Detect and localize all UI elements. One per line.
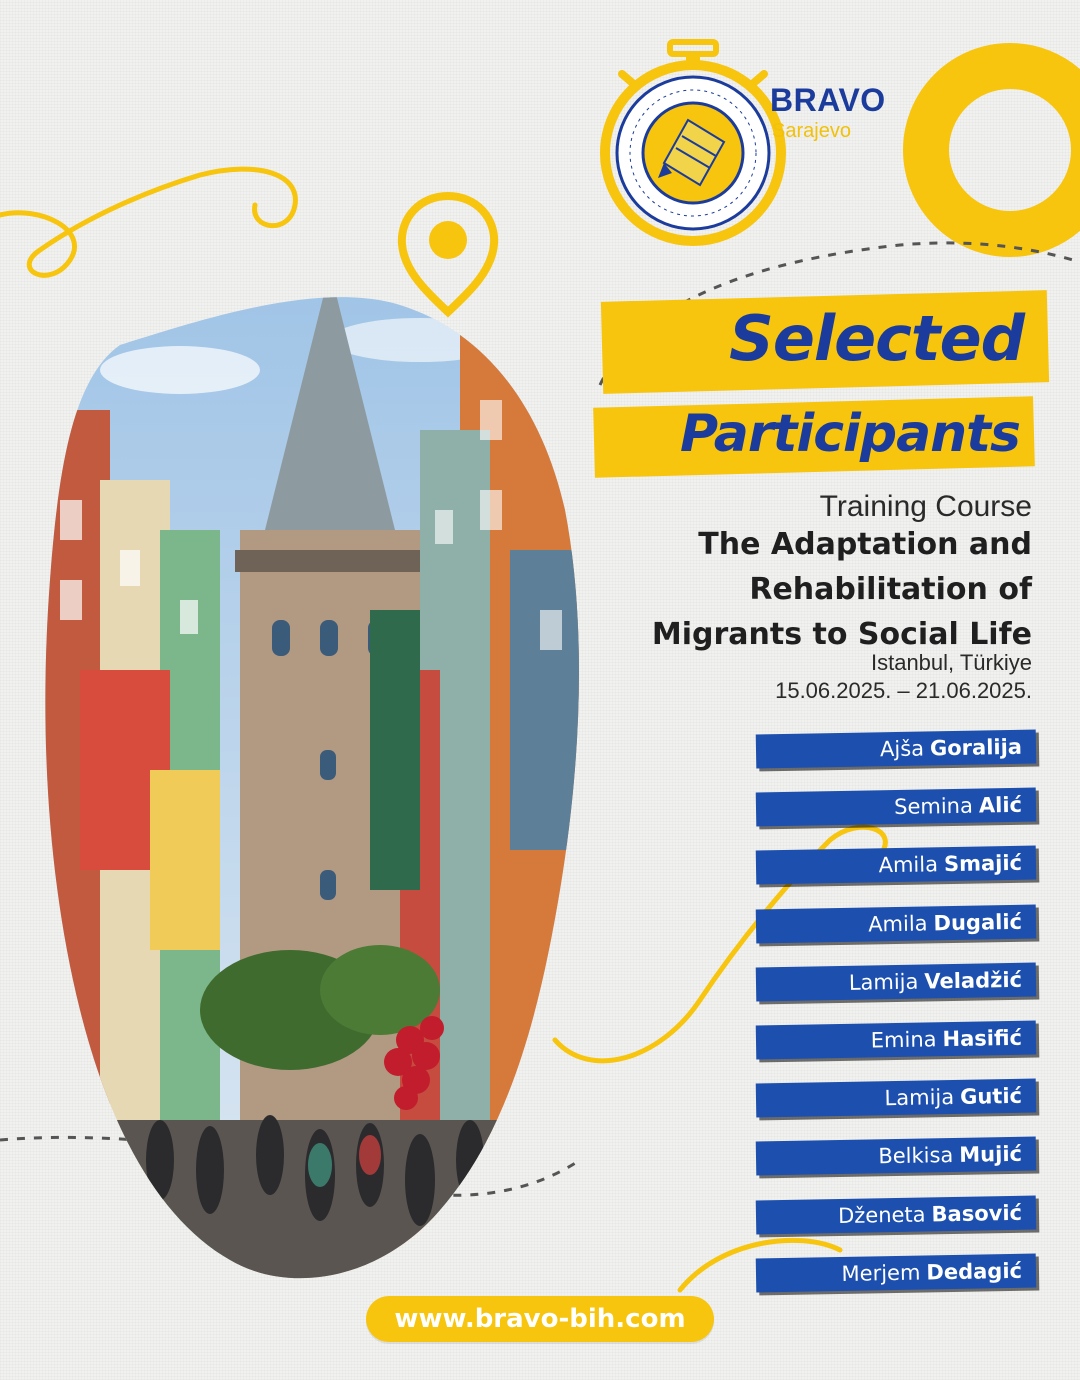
participant-last-name: Goralija: [929, 734, 1023, 761]
yellow-ring: [926, 66, 1080, 234]
course-title-line: Rehabilitation of: [749, 572, 1032, 607]
participant-last-name: Mujić: [959, 1142, 1023, 1168]
participant-last-name: Hasifić: [942, 1025, 1023, 1052]
course-location: Istanbul, Türkiye: [870, 650, 1032, 675]
participant-last-name: Basović: [931, 1200, 1023, 1226]
bravo-logo: [592, 38, 882, 248]
participant-last-name: Alić: [978, 792, 1023, 818]
headline-selected: Selected: [729, 302, 1024, 375]
website-link[interactable]: www.bravo-bih.com: [366, 1296, 714, 1342]
participant-bar: [756, 1137, 1037, 1176]
participant-list: [756, 732, 1036, 1314]
participant-bar: [756, 962, 1037, 1001]
participant-last-name: Dugalić: [933, 909, 1023, 935]
participant-last-name: Dedagić: [926, 1258, 1023, 1285]
participant-first-name: Emina: [870, 1027, 937, 1053]
participant-bar: [756, 1253, 1037, 1292]
brand-city: Sarajevo: [772, 120, 851, 142]
participant-first-name: Semina: [893, 793, 974, 820]
participant-bar: [756, 788, 1037, 827]
participant-bar: [756, 1195, 1037, 1234]
participant-first-name: Lamija: [884, 1085, 955, 1111]
participant-last-name: Smajić: [943, 851, 1023, 877]
course-type: Training Course: [819, 490, 1032, 523]
participant-bar: [756, 846, 1037, 885]
brand-name: BRAVO: [770, 82, 886, 118]
participant-bar: [756, 904, 1037, 943]
participant-bar: [756, 730, 1037, 769]
participant-first-name: Merjem: [841, 1260, 921, 1286]
headline-participants: Participants: [680, 404, 1020, 464]
course-dates: 15.06.2025. – 21.06.2025.: [775, 678, 1032, 703]
course-title: [652, 522, 1032, 657]
participant-first-name: Amila: [867, 911, 928, 937]
participant-last-name: Veladžić: [924, 967, 1023, 994]
participant-last-name: Gutić: [959, 1083, 1023, 1110]
participant-first-name: Lamija: [848, 969, 919, 995]
participant-first-name: Ajša: [879, 736, 925, 762]
participant-bar: [756, 1020, 1037, 1059]
participant-first-name: Amila: [878, 852, 939, 878]
participant-first-name: Dženeta: [837, 1201, 926, 1228]
galata-tower-photo: [40, 250, 600, 1290]
participant-bar: [756, 1079, 1037, 1118]
course-title-line: Migrants to Social Life: [651, 617, 1032, 652]
participant-first-name: Belkisa: [878, 1143, 954, 1169]
course-title-line: The Adaptation and: [698, 527, 1032, 562]
